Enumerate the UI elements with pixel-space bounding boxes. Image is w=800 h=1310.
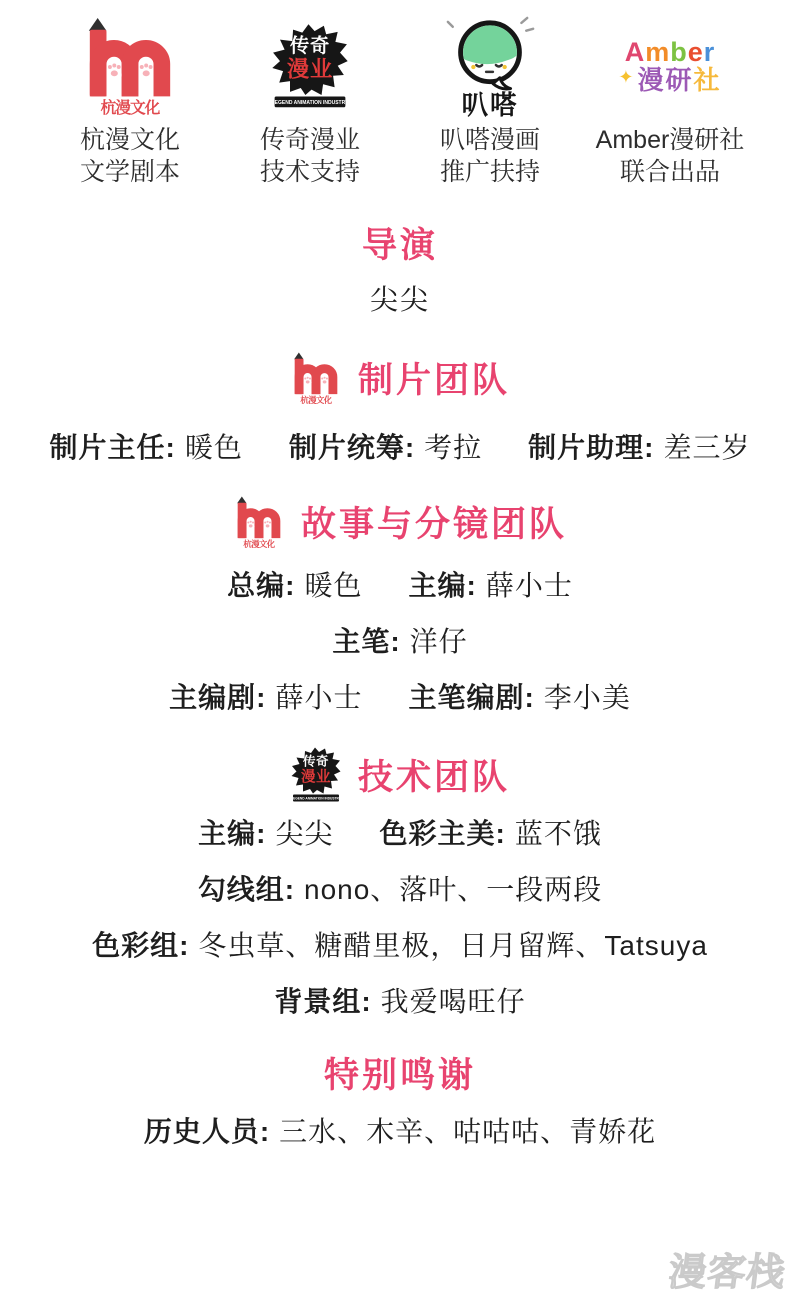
story-credit-line-3 bbox=[0, 680, 800, 716]
tech-credit-line-4 bbox=[0, 984, 800, 1020]
partner-caption-line2: 联合出品 bbox=[619, 158, 720, 186]
credit-value: 差三岁 bbox=[663, 432, 751, 463]
partner-logo-row bbox=[0, 0, 800, 188]
credit-value: 尖尖 bbox=[275, 818, 334, 849]
credit-value: 薛小士 bbox=[275, 682, 363, 713]
hangman-culture-logo-icon bbox=[81, 14, 179, 118]
sparkle-icon: ✦ bbox=[618, 66, 636, 87]
amber-logo-line1: Amber bbox=[624, 37, 716, 68]
section-director bbox=[0, 218, 800, 268]
legend-animation-mini-logo-icon bbox=[290, 742, 342, 808]
amber-logo-line2: ✦漫研社 bbox=[618, 64, 722, 95]
credit-label: 主编: bbox=[408, 570, 477, 601]
credit-label: 主笔: bbox=[332, 626, 401, 657]
credit-label: 制片主任: bbox=[49, 432, 176, 463]
credit-value: 考拉 bbox=[424, 432, 483, 463]
section-heading-tech: 技术团队 bbox=[357, 758, 510, 797]
credit-value: 三水、木辛、咕咕咕、青娇花 bbox=[279, 1116, 657, 1147]
partner-legend-animation bbox=[220, 14, 400, 188]
story-credit-line-2 bbox=[0, 624, 800, 660]
credit-pair bbox=[198, 872, 603, 908]
production-credit-line bbox=[0, 430, 800, 466]
section-production-team bbox=[0, 352, 800, 404]
credit-pair bbox=[198, 816, 333, 852]
credit-pair bbox=[274, 984, 525, 1020]
story-credit-line-1 bbox=[0, 568, 800, 604]
credit-pair bbox=[144, 1114, 656, 1150]
credit-label: 历史人员: bbox=[143, 1116, 271, 1147]
credit-value: 李小美 bbox=[543, 682, 631, 713]
credit-label: 制片统筹: bbox=[288, 432, 416, 463]
credit-pair bbox=[528, 430, 750, 466]
tech-credit-line-1 bbox=[0, 816, 800, 852]
mankezhan-watermark-logo: 漫客栈 bbox=[665, 1252, 789, 1294]
credit-label: 色彩主美: bbox=[379, 818, 506, 849]
partner-caption-line1: 杭漫文化 bbox=[79, 126, 180, 154]
credit-pair bbox=[289, 430, 482, 466]
credit-pair bbox=[49, 430, 242, 466]
credit-value: 我爱喝旺仔 bbox=[380, 986, 526, 1017]
partner-caption-line2: 文学剧本 bbox=[79, 158, 180, 186]
credit-value: 蓝不饿 bbox=[514, 818, 602, 849]
partner-amber-society bbox=[580, 14, 760, 188]
hangman-culture-mini-logo-icon bbox=[233, 496, 285, 548]
section-heading-director: 导演 bbox=[361, 226, 438, 265]
director-name: 尖尖 bbox=[369, 284, 430, 315]
credit-label: 主编: bbox=[198, 818, 267, 849]
thanks-credit-line bbox=[0, 1114, 800, 1150]
section-heading-production: 制片团队 bbox=[357, 361, 510, 400]
credit-pair bbox=[227, 568, 362, 604]
credit-label: 总编: bbox=[227, 570, 296, 601]
credit-pair bbox=[92, 928, 708, 964]
section-heading-story: 故事与分镜团队 bbox=[300, 505, 567, 544]
partner-caption-line1: 叭嗒漫画 bbox=[439, 126, 540, 154]
partner-caption bbox=[80, 124, 180, 188]
credit-label: 勾线组: bbox=[197, 874, 296, 905]
amber-society-logo-icon bbox=[618, 14, 721, 118]
section-special-thanks bbox=[0, 1048, 800, 1098]
bada-logo-icon bbox=[441, 14, 539, 118]
credit-pair bbox=[409, 568, 573, 604]
credit-pair bbox=[332, 624, 467, 660]
partner-bada-comics bbox=[400, 14, 580, 188]
hangman-culture-mini-logo-icon bbox=[290, 352, 342, 404]
credit-pair bbox=[169, 680, 362, 716]
partner-hangman-culture bbox=[40, 14, 220, 188]
credit-pair bbox=[409, 680, 631, 716]
section-tech-team bbox=[0, 742, 800, 808]
tech-credit-line-3 bbox=[0, 928, 800, 964]
credit-label: 主笔编剧: bbox=[408, 682, 535, 713]
credit-value: nono、落叶、一段两段 bbox=[304, 874, 603, 905]
credit-label: 背景组: bbox=[274, 986, 372, 1017]
credit-value: 薛小士 bbox=[485, 570, 573, 601]
credit-label: 制片助理: bbox=[528, 432, 655, 463]
legend-animation-logo-icon bbox=[270, 14, 350, 118]
partner-caption bbox=[440, 124, 540, 188]
partner-caption-line1: Amber漫研社 bbox=[595, 126, 745, 154]
partner-caption bbox=[596, 124, 745, 188]
section-heading-thanks: 特别鸣谢 bbox=[323, 1056, 476, 1095]
partner-caption-line1: 传奇漫业 bbox=[259, 126, 360, 154]
credit-pair bbox=[380, 816, 602, 852]
partner-caption-line2: 推广扶持 bbox=[439, 158, 540, 186]
credit-value: 暖色 bbox=[184, 432, 243, 463]
partner-caption bbox=[260, 124, 360, 188]
credit-value: 暖色 bbox=[304, 570, 363, 601]
credit-label: 主编剧: bbox=[169, 682, 267, 713]
tech-credit-line-2 bbox=[0, 872, 800, 908]
credit-value: 洋仔 bbox=[409, 626, 468, 657]
section-story-team bbox=[0, 496, 800, 548]
credit-value: 冬虫草、糖醋里极，日月留辉、Tatsuya bbox=[198, 930, 708, 961]
partner-caption-line2: 技术支持 bbox=[259, 158, 360, 186]
credit-label: 色彩组: bbox=[92, 930, 190, 961]
